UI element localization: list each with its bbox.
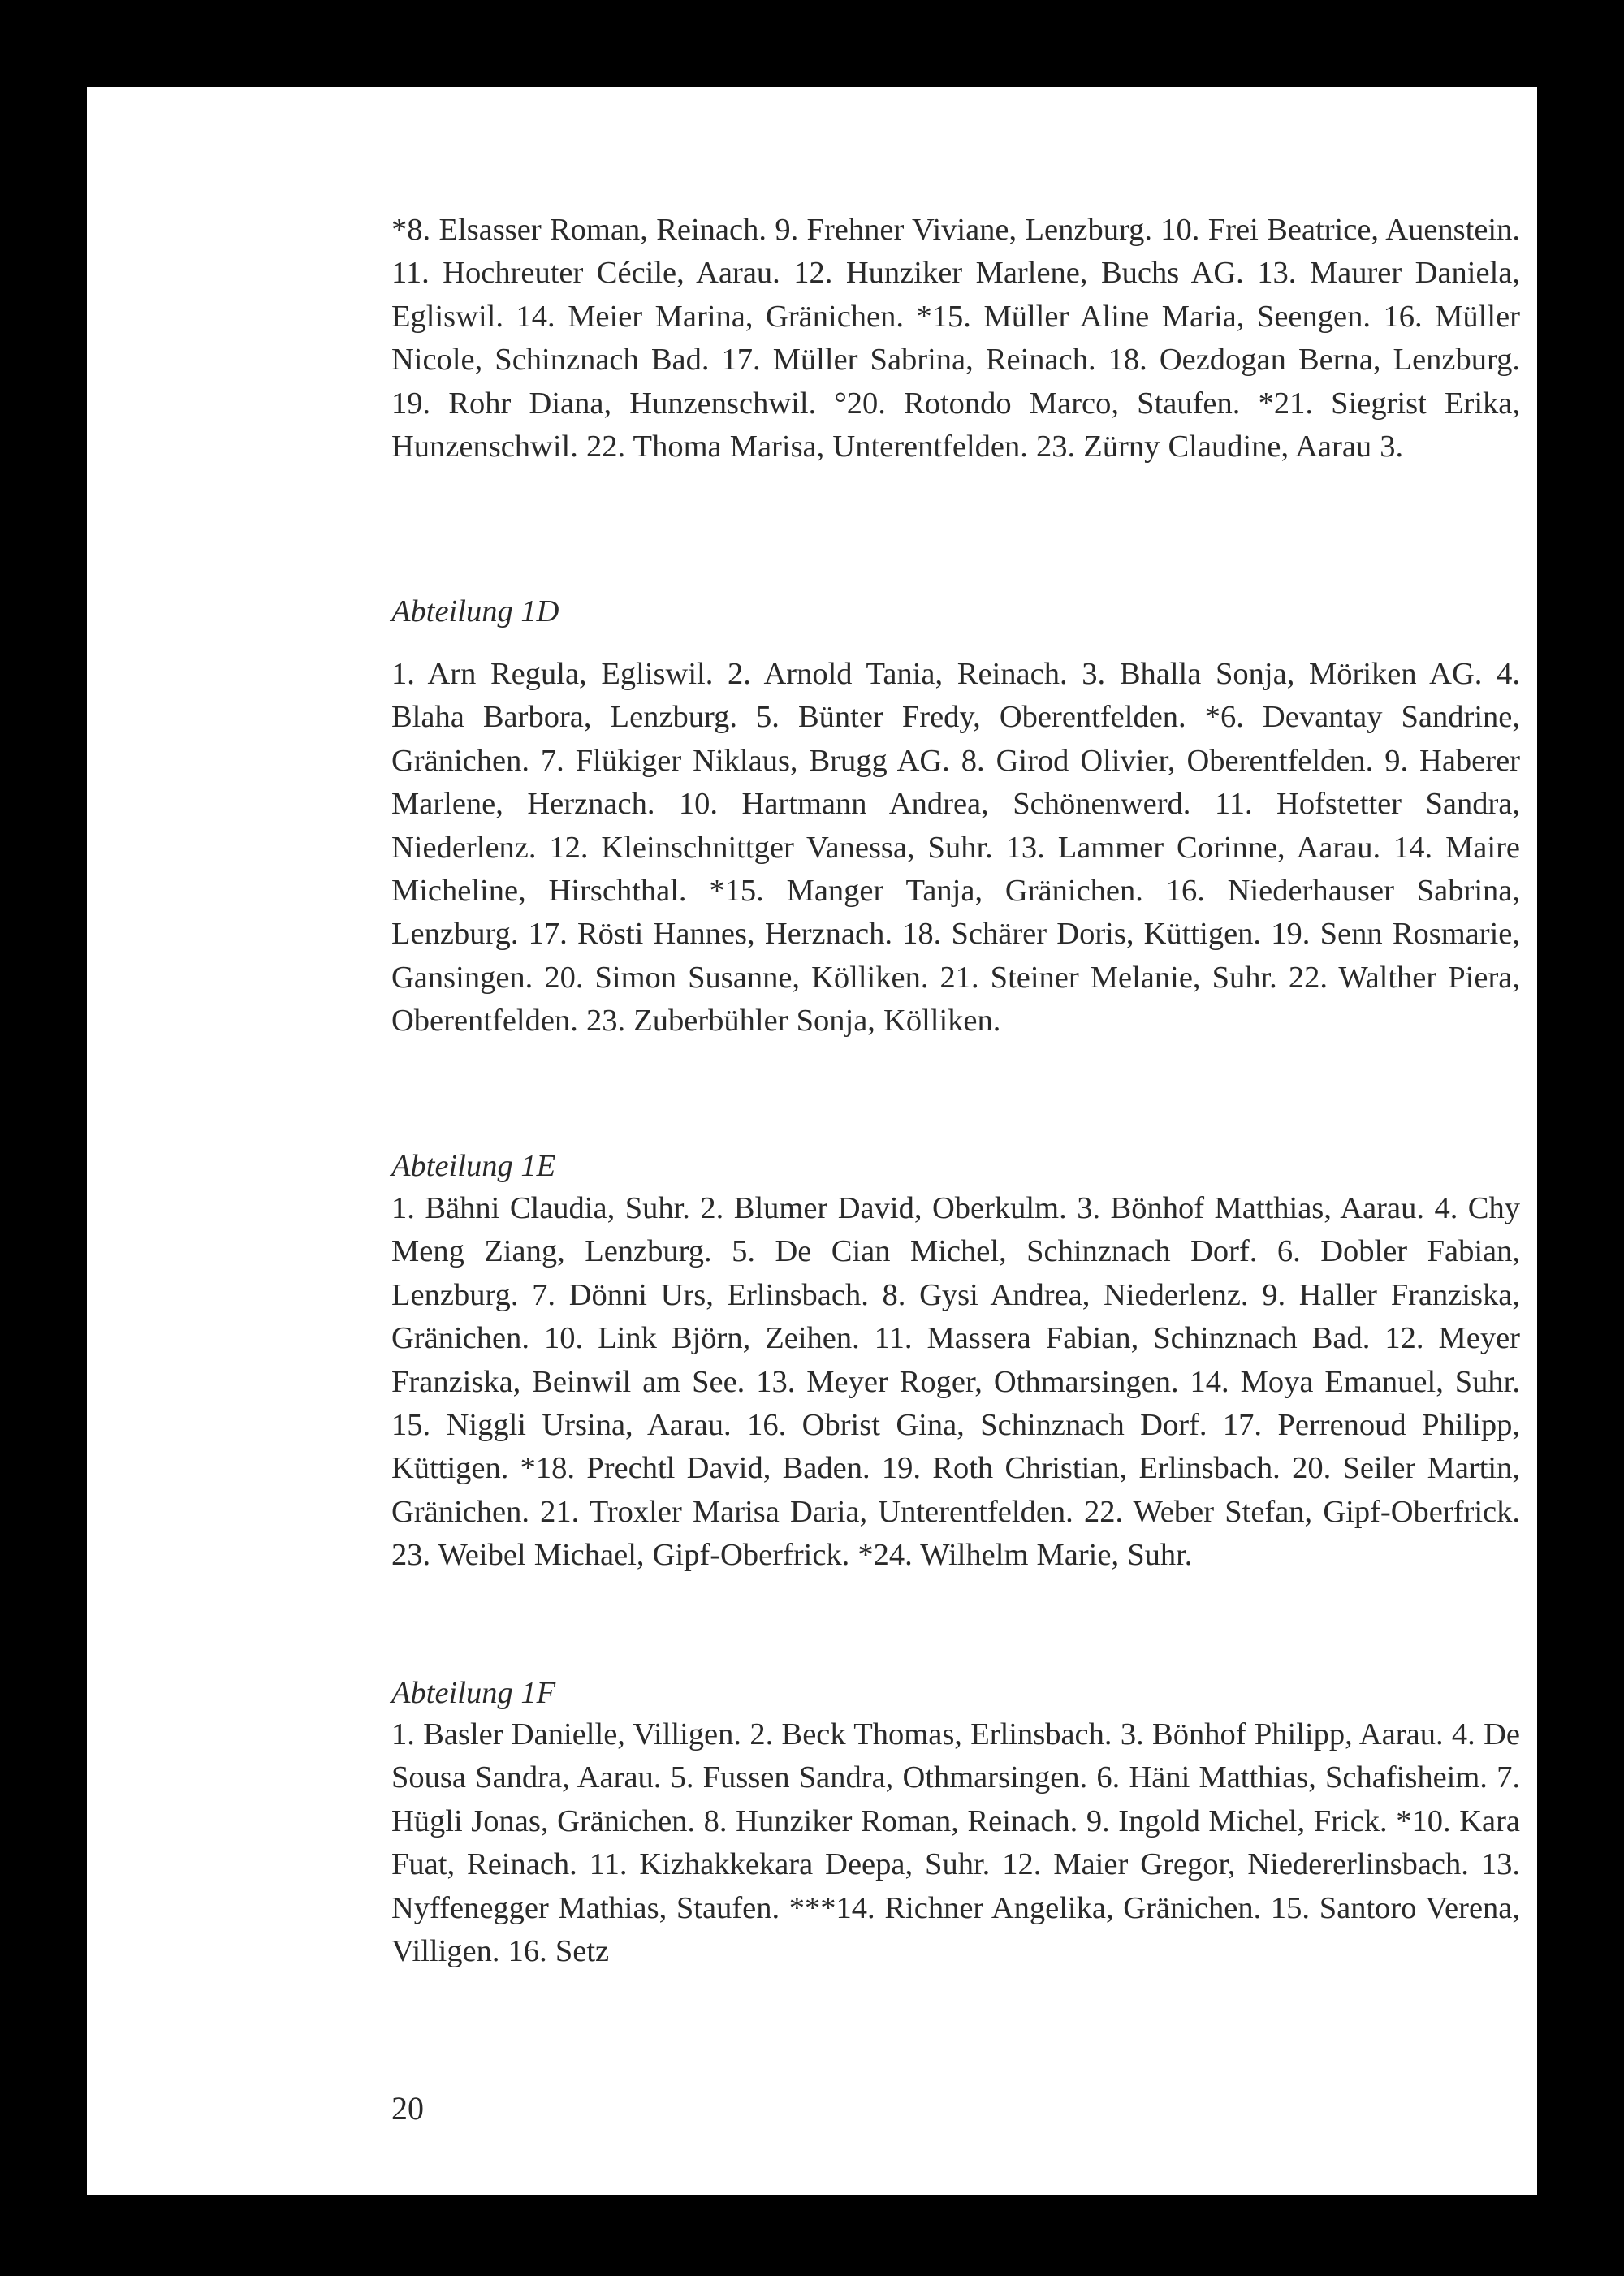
section-1e-paragraph: 1. Bähni Claudia, Suhr. 2. Blumer David, Oberkulm. 3. Bönhof Matthias, Aarau. 4. Chy Meng Ziang, Lenzburg. 5. De Cian Michel, Schinznach Dorf. 6. Dobler Fabian, Lenzburg. 7. Dönni Urs, Erlinsbach. 8. Gysi Andrea, Niederlenz. 9. Haller Franziska, Gränichen. 10. Link Björn, Zeihen. 11. Massera Fabian, Schinznach Bad. 12. Meyer Franziska, Beinwil am See. 13. Meyer Roger, Othmarsingen. 14. Moya Emanuel, Suhr. 15. Niggli Ursina, Aarau. 16. Obrist Gina, Schinznach Dorf. 17. Perrenoud Philipp, Küttigen. *18. Prechtl David, Baden. 19. Roth Christian, Erlinsbach. 20. Seiler Martin, Gränichen. 21. Troxler Marisa Daria, Unterentfelden. 22. Weber Stefan, Gipf-Oberfrick. 23. Weibel Michael, Gipf-Oberfrick. *24. Wilhelm Marie, Suhr. (391, 1191, 1520, 1573)
heading-abteilung-1e: Abteilung 1E (391, 1149, 556, 1183)
document-page (87, 87, 1537, 2195)
heading-abteilung-1f: Abteilung 1F (391, 1676, 556, 1710)
page-number: 20 (391, 2090, 424, 2127)
intro-paragraph: *8. Elsasser Roman, Reinach. 9. Frehner Viviane, Lenzburg. 10. Frei Beatrice, Auenstein. 11. Hochreuter Cécile, Aarau. 12. Hunziker Marlene, Buchs AG. 13. Maurer Daniela, Egliswil. 14. Meier Marina, Gränichen. *15. Müller Aline Maria, Seengen. 16. Müller Nicole, Schinznach Bad. 17. Müller Sabrina, Reinach. 18. Oezdogan Berna, Lenzburg. 19. Rohr Diana, Hunzenschwil. °20. Rotondo Marco, Staufen. *21. Siegrist Erika, Hunzenschwil. 22. Thoma Marisa, Unterentfelden. 23. Zürny Claudine, Aarau 3. (391, 213, 1520, 464)
section-1f-paragraph: 1. Basler Danielle, Villigen. 2. Beck Thomas, Erlinsbach. 3. Bönhof Philipp, Aarau. 4. De Sousa Sandra, Aarau. 5. Fussen Sandra, Othmarsingen. 6. Häni Matthias, Schafisheim. 7. Hügli Jonas, Gränichen. 8. Hunziker Roman, Reinach. 9. Ingold Michel, Frick. *10. Kara Fuat, Reinach. 11. Kizhakkekara Deepa, Suhr. 12. Maier Gregor, Niedererlinsbach. 13. Nyffenegger Mathias, Staufen. ***14. Richner Angelika, Gränichen. 15. Santoro Verena, Villigen. 16. Setz (391, 1717, 1520, 1969)
heading-abteilung-1d: Abteilung 1D (391, 594, 559, 628)
section-1d-paragraph: 1. Arn Regula, Egliswil. 2. Arnold Tania, Reinach. 3. Bhalla Sonja, Möriken AG. 4. Blaha Barbora, Lenzburg. 5. Bünter Fredy, Oberentfelden. *6. Devantay Sandrine, Gränichen. 7. Flükiger Niklaus, Brugg AG. 8. Girod Olivier, Oberentfelden. 9. Haberer Marlene, Herznach. 10. Hartmann Andrea, Schönenwerd. 11. Hofstetter Sandra, Niederlenz. 12. Kleinschnittger Vanessa, Suhr. 13. Lammer Corinne, Aarau. 14. Maire Micheline, Hirschthal. *15. Manger Tanja, Gränichen. 16. Niederhauser Sabrina, Lenzburg. 17. Rösti Hannes, Herznach. 18. Schärer Doris, Küttigen. 19. Senn Rosmarie, Gansingen. 20. Simon Susanne, Kölliken. 21. Steiner Melanie, Suhr. 22. Walther Piera, Oberentfelden. 23. Zuberbühler Sonja, Kölliken. (391, 657, 1520, 1039)
